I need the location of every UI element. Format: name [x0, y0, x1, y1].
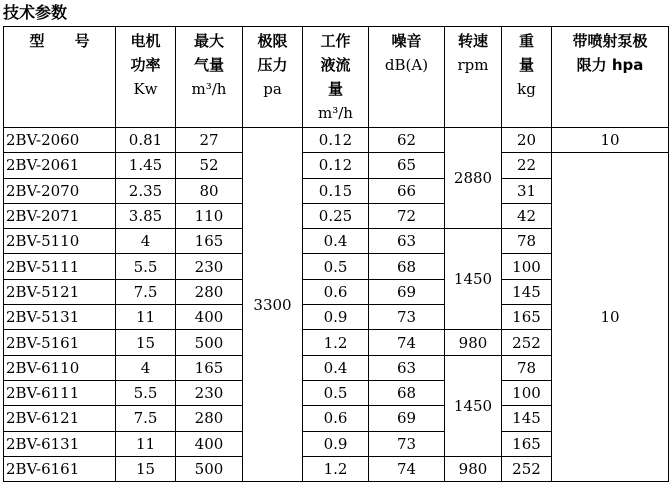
pumping-speed-cell: 52	[176, 153, 243, 178]
working-flow-cell: 0.5	[303, 380, 369, 405]
power-cell: 7.5	[116, 279, 176, 304]
noise-cell: 74	[369, 456, 445, 481]
noise-cell: 69	[369, 279, 445, 304]
power-cell: 7.5	[116, 406, 176, 431]
weight-cell: 22	[502, 153, 552, 178]
weight-cell: 252	[502, 456, 552, 481]
working-flow-cell: 0.6	[303, 279, 369, 304]
weight-cell: 145	[502, 406, 552, 431]
header-working-flow: 工作 液流 量 m³/h	[303, 27, 369, 128]
header-speed: 转速 rpm	[445, 27, 502, 128]
pumping-speed-cell: 165	[176, 355, 243, 380]
model-cell: 2BV-5110	[4, 229, 116, 254]
speed-cell: 2880	[445, 128, 502, 229]
model-cell: 2BV-2071	[4, 203, 116, 228]
weight-cell: 252	[502, 330, 552, 355]
header-ejector-limit: 带喷射泵极 限力 hpa	[552, 27, 669, 128]
working-flow-cell: 1.2	[303, 330, 369, 355]
power-cell: 11	[116, 431, 176, 456]
pumping-speed-cell: 500	[176, 456, 243, 481]
noise-cell: 72	[369, 203, 445, 228]
working-flow-cell: 0.9	[303, 431, 369, 456]
model-cell: 2BV-6121	[4, 406, 116, 431]
power-cell: 3.85	[116, 203, 176, 228]
ultimate-pressure-cell: 3300	[243, 128, 303, 482]
power-cell: 5.5	[116, 254, 176, 279]
working-flow-cell: 0.4	[303, 355, 369, 380]
spec-table-body	[4, 128, 669, 482]
weight-cell: 42	[502, 203, 552, 228]
working-flow-cell: 0.12	[303, 128, 369, 153]
working-flow-cell: 0.9	[303, 305, 369, 330]
pumping-speed-cell: 27	[176, 128, 243, 153]
power-cell: 15	[116, 330, 176, 355]
pumping-speed-cell: 230	[176, 254, 243, 279]
power-cell: 4	[116, 229, 176, 254]
model-cell: 2BV-6161	[4, 456, 116, 481]
power-cell: 15	[116, 456, 176, 481]
noise-cell: 63	[369, 355, 445, 380]
header-power: 电机 功率 Kw	[116, 27, 176, 128]
working-flow-cell: 0.12	[303, 153, 369, 178]
weight-cell: 145	[502, 279, 552, 304]
table-row	[4, 128, 669, 153]
table-row	[4, 153, 669, 178]
working-flow-cell: 0.15	[303, 178, 369, 203]
power-cell: 5.5	[116, 380, 176, 405]
noise-cell: 68	[369, 380, 445, 405]
weight-cell: 31	[502, 178, 552, 203]
weight-cell: 78	[502, 229, 552, 254]
pumping-speed-cell: 165	[176, 229, 243, 254]
speed-cell: 1450	[445, 229, 502, 330]
pumping-speed-cell: 500	[176, 330, 243, 355]
working-flow-cell: 0.6	[303, 406, 369, 431]
header-row	[4, 27, 669, 128]
noise-cell: 68	[369, 254, 445, 279]
noise-cell: 62	[369, 128, 445, 153]
header-model: 型 号	[4, 27, 116, 128]
noise-cell: 74	[369, 330, 445, 355]
working-flow-cell: 0.25	[303, 203, 369, 228]
spec-table	[3, 26, 669, 482]
header-noise: 噪音 dB(A)	[369, 27, 445, 128]
pumping-speed-cell: 280	[176, 406, 243, 431]
speed-cell: 980	[445, 330, 502, 355]
power-cell: 1.45	[116, 153, 176, 178]
ejector-limit-cell: 10	[552, 128, 669, 153]
weight-cell: 165	[502, 305, 552, 330]
power-cell: 0.81	[116, 128, 176, 153]
header-ultimate-pressure: 极限 压力 pa	[243, 27, 303, 128]
model-cell: 2BV-5161	[4, 330, 116, 355]
noise-cell: 66	[369, 178, 445, 203]
power-cell: 4	[116, 355, 176, 380]
pumping-speed-cell: 400	[176, 305, 243, 330]
noise-cell: 69	[369, 406, 445, 431]
model-cell: 2BV-2060	[4, 128, 116, 153]
page-title: 技术参数	[3, 3, 68, 22]
header-pumping-speed: 最大 气量 m³/h	[176, 27, 243, 128]
model-cell: 2BV-2061	[4, 153, 116, 178]
speed-cell: 980	[445, 456, 502, 481]
noise-cell: 65	[369, 153, 445, 178]
working-flow-cell: 1.2	[303, 456, 369, 481]
model-cell: 2BV-5111	[4, 254, 116, 279]
header-weight: 重 量 kg	[502, 27, 552, 128]
pumping-speed-cell: 230	[176, 380, 243, 405]
pumping-speed-cell: 80	[176, 178, 243, 203]
model-cell: 2BV-6110	[4, 355, 116, 380]
ejector-limit-cell: 10	[552, 153, 669, 482]
model-cell: 2BV-5121	[4, 279, 116, 304]
speed-cell: 1450	[445, 355, 502, 456]
model-cell: 2BV-2070	[4, 178, 116, 203]
weight-cell: 100	[502, 380, 552, 405]
model-cell: 2BV-6111	[4, 380, 116, 405]
weight-cell: 20	[502, 128, 552, 153]
weight-cell: 100	[502, 254, 552, 279]
noise-cell: 63	[369, 229, 445, 254]
working-flow-cell: 0.4	[303, 229, 369, 254]
model-cell: 2BV-5131	[4, 305, 116, 330]
pumping-speed-cell: 280	[176, 279, 243, 304]
weight-cell: 78	[502, 355, 552, 380]
weight-cell: 165	[502, 431, 552, 456]
noise-cell: 73	[369, 305, 445, 330]
pumping-speed-cell: 110	[176, 203, 243, 228]
power-cell: 2.35	[116, 178, 176, 203]
model-cell: 2BV-6131	[4, 431, 116, 456]
pumping-speed-cell: 400	[176, 431, 243, 456]
power-cell: 11	[116, 305, 176, 330]
working-flow-cell: 0.5	[303, 254, 369, 279]
noise-cell: 73	[369, 431, 445, 456]
